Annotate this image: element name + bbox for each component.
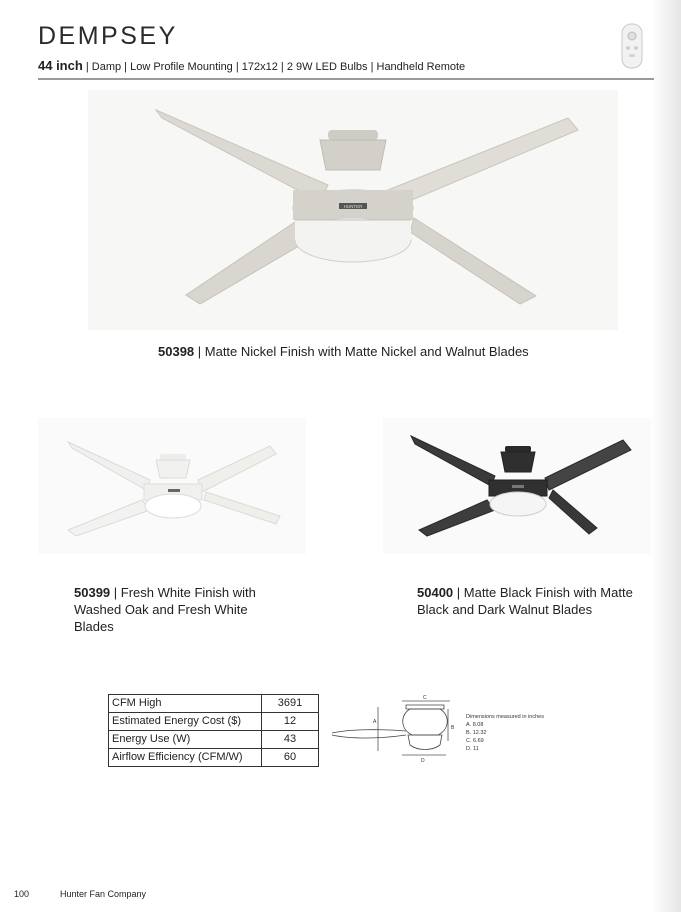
page-edge-shadow: [651, 0, 681, 912]
product-caption-50399: [74, 584, 284, 635]
dimension-note-heading: Dimensions measured in inches: [466, 714, 544, 720]
dim-label-d: D: [421, 758, 425, 764]
dimension-diagram: [330, 695, 460, 765]
product-caption-50400: [417, 584, 637, 618]
spec-value: 3691: [262, 695, 319, 713]
product-caption-50398: [158, 343, 538, 360]
spec-label: Energy Use (W): [109, 731, 262, 749]
spec-value: 43: [262, 731, 319, 749]
spec-label: Airflow Efficiency (CFM/W): [109, 749, 262, 767]
product-description: | Matte Black Finish with Matte Black and Dark Walnut Blades: [417, 585, 633, 617]
dimension-value: C. 6.69: [466, 738, 484, 744]
page-number: 100: [14, 889, 30, 899]
feature-list: | Damp | Low Profile Mounting | 172x12 | 2 9W LED Bulbs | Handheld Remote: [82, 61, 466, 73]
dimension-value: A. 8.08: [466, 722, 484, 728]
table-row: [109, 695, 319, 713]
dimension-notes: [466, 713, 544, 753]
remote-control-icon: [619, 22, 645, 70]
dim-label-a: A: [373, 719, 377, 725]
dim-label-c: C: [423, 695, 427, 701]
table-row: [109, 731, 319, 749]
spec-label: Estimated Energy Cost ($): [109, 713, 262, 731]
fan-brand-plate: HUNTER: [343, 204, 363, 209]
product-title: DEMPSEY: [38, 22, 178, 50]
dimension-value: B. 12.32: [466, 730, 487, 736]
fan-photo-matte-nickel: [88, 90, 618, 330]
table-row: [109, 713, 319, 731]
spec-label: CFM High: [109, 695, 262, 713]
product-sku: 50400: [417, 585, 454, 600]
product-description: | Fresh White Finish with Washed Oak and Fresh White Blades: [74, 585, 256, 634]
product-features: [38, 58, 465, 73]
product-sku: 50399: [74, 585, 111, 600]
dim-label-b: B: [451, 725, 455, 731]
product-sku: 50398: [158, 344, 195, 359]
fan-photo-fresh-white: [38, 418, 306, 554]
header-divider: [38, 78, 654, 80]
footer-company: Hunter Fan Company: [60, 889, 147, 899]
spec-value: 12: [262, 713, 319, 731]
spec-value: 60: [262, 749, 319, 767]
table-row: [109, 749, 319, 767]
specs-table: [108, 694, 319, 767]
product-description: | Matte Nickel Finish with Matte Nickel and Walnut Blades: [194, 344, 529, 359]
fan-photo-matte-black: [383, 418, 651, 554]
product-size: 44 inch: [38, 58, 83, 73]
dimension-value: D. 11: [466, 746, 479, 752]
